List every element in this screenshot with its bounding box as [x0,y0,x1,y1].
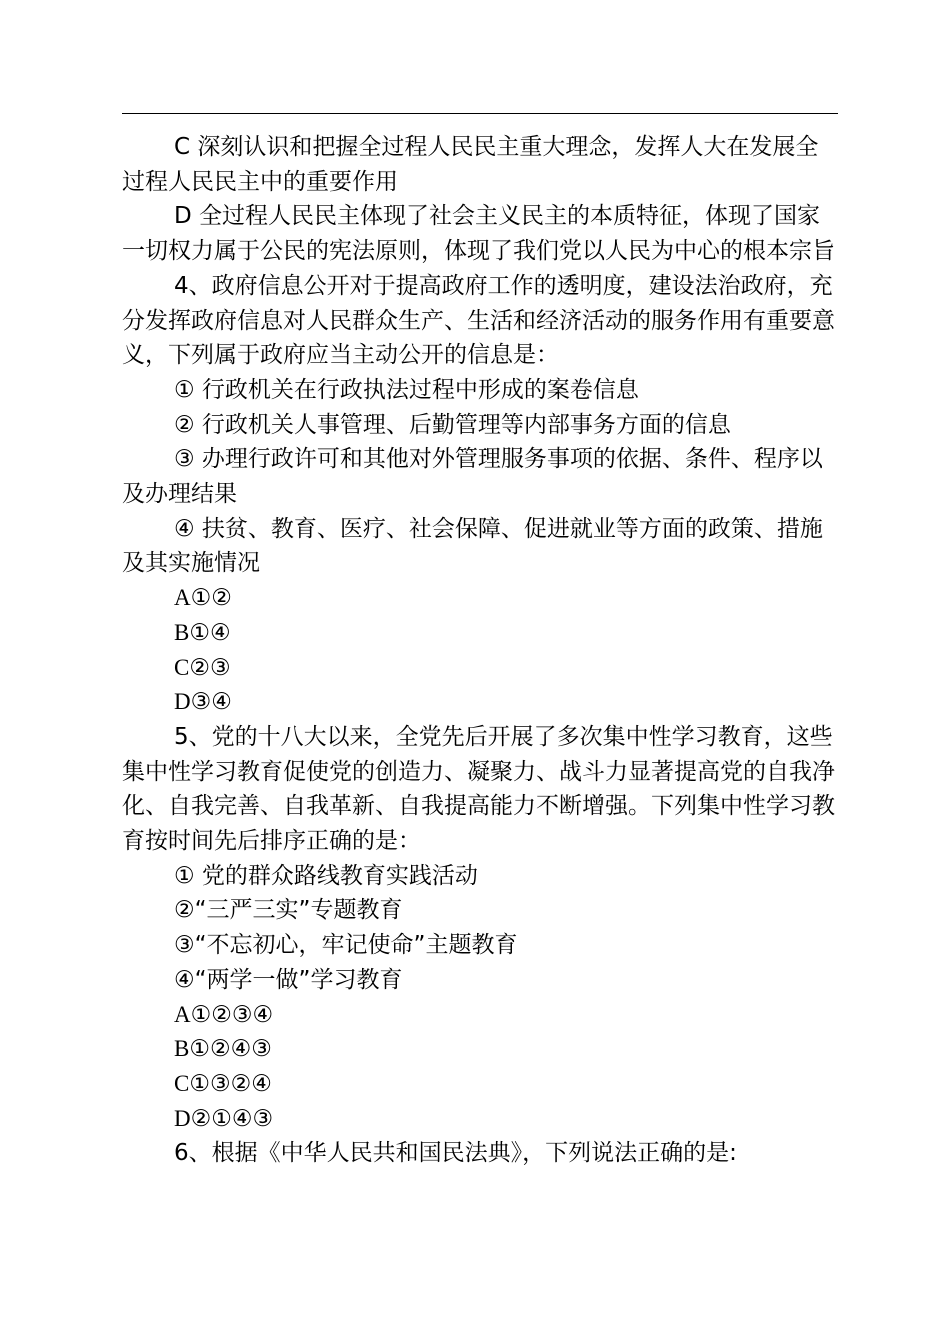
q5-item-3: ③“不忘初心，牢记使命”主题教育 [174,932,518,959]
q4-option-c: C②③ [174,654,231,680]
q5-option-b: B①②④③ [174,1036,272,1062]
q4-item-4: ④ 扶贫、教育、医疗、社会保障、促进就业等方面的政策、措施及其实施情况 [122,515,823,577]
q4-option-a: A①② [174,585,232,611]
q6-stem: 6、根据《中华人民共和国民法典》，下列说法正确的是: [174,1140,737,1167]
q5-item-2: ②“三严三实”专题教育 [174,897,403,924]
q3-option-d: D 全过程人民民主体现了社会主义民主的本质特征，体现了国家一切权力属于公民的宪法原则，体现了我们党以人民为中心的根本宗旨 [122,203,835,265]
q4-item-2: ② 行政机关人事管理、后勤管理等内部事务方面的信息 [174,411,731,438]
q5-option-c: C①③②④ [174,1070,272,1096]
q4-option-b: B①④ [174,619,231,645]
q4-option-d: D③④ [174,689,232,715]
q4-item-3: ③ 办理行政许可和其他对外管理服务事项的依据、条件、程序以及办理结果 [122,446,823,508]
q4-stem: 4、政府信息公开对于提高政府工作的透明度，建设法治政府，充分发挥政府信息对人民群众生产、生活和经济活动的服务作用有重要意义，下列属于政府应当主动公开的信息是： [122,272,835,369]
q5-item-4: ④“两学一做”学习教育 [174,966,403,993]
q5-option-d: D②①④③ [174,1105,274,1131]
document-body [122,130,838,1171]
q5-stem: 5、党的十八大以来，全党先后开展了多次集中性学习教育，这些集中性学习教育促使党的创造力、凝聚力、战斗力显著提高党的自我净化、自我完善、自我革新、自我提高能力不断增强。下列集中性学习教育按时间先后排序正确的是： [122,723,835,855]
q5-option-a: A①②③④ [174,1001,274,1027]
q4-item-1: ① 行政机关在行政执法过程中形成的案卷信息 [174,376,639,403]
header-rule [122,113,838,114]
q3-option-c: C 深刻认识和把握全过程人民民主重大理念，发挥人大在发展全过程人民民主中的重要作用 [122,134,819,195]
q5-item-1: ① 党的群众路线教育实践活动 [174,862,478,889]
